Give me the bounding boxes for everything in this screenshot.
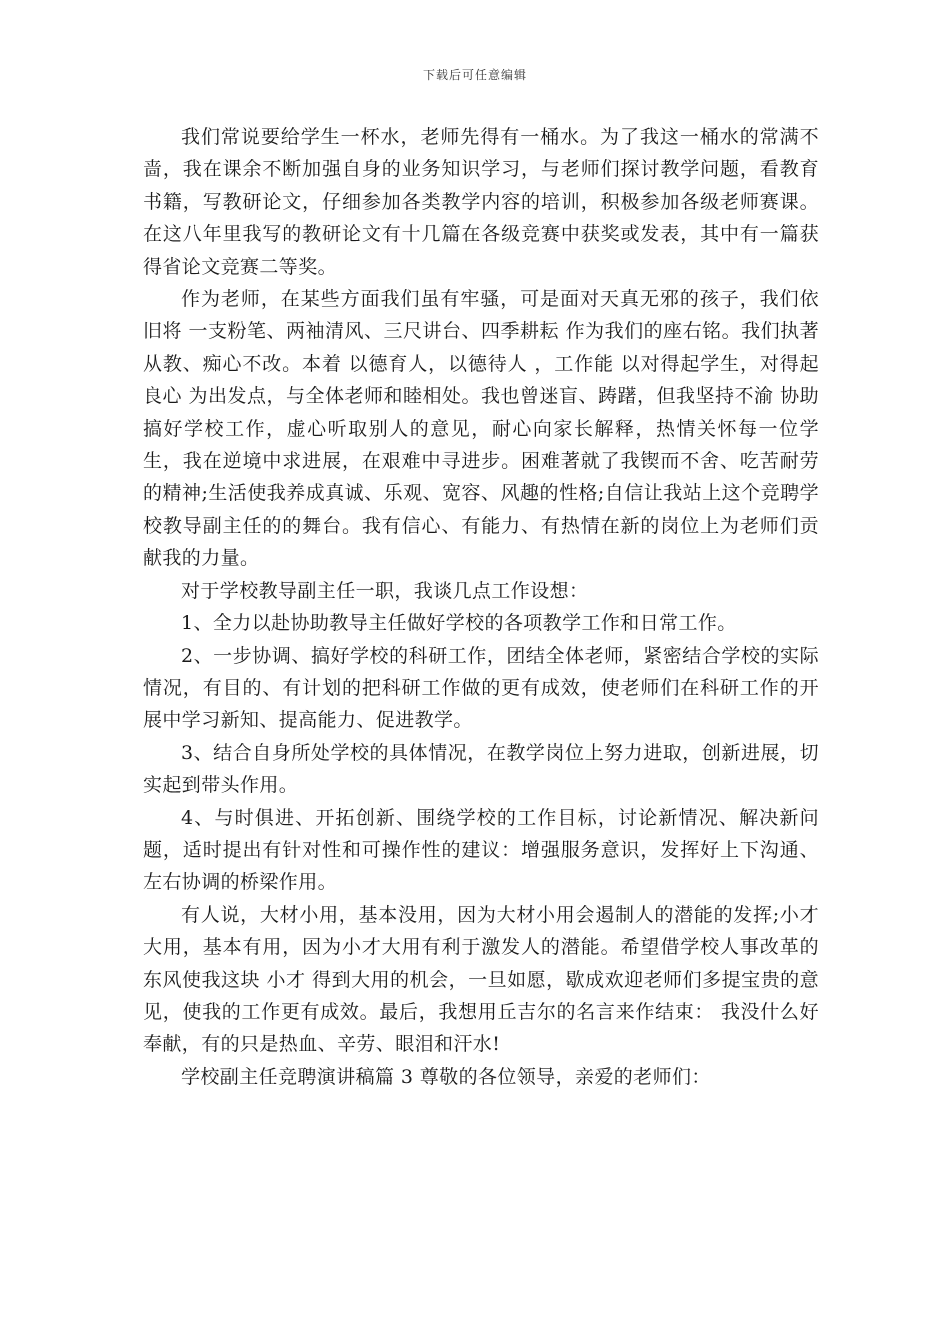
paragraph-plan-4: 4、与时俱进、开拓创新、围绕学校的工作目标，讨论新情况、解决新问题，适时提出有针对性和可操作性的建议：增强服务意识，发挥好上下沟通、左右协调的桥梁作用。 (143, 806, 819, 894)
paragraph-next-speech-heading: 学校副主任竞聘演讲稿篇 3 尊敬的各位领导，亲爱的老师们： (181, 1065, 711, 1088)
paragraph-work-plans-intro: 对于学校教导副主任一职，我谈几点工作设想： (181, 579, 589, 602)
paragraph-plan-2: 2、一步协调、搞好学校的科研工作，团结全体老师，紧密结合学校的实际情况，有目的、有计划的把科研工作做的更有成效，使老师们在科研工作的开展中学习新知、提高能力、促进教学。 (143, 644, 819, 732)
paragraph-conclusion: 有人说，大材小用，基本没用，因为大材小用会遏制人的潜能的发挥;小才大用，基本有用，因为小才大用有利于激发人的潜能。希望借学校人事改革的东风使我这块 小才 得到大用的机会，一旦如愿，歇成欢迎老师们多提宝贵的意见，使我的工作更有成效。最后，我想用丘吉尔的名言来作结束： 我没什么好奉献，有的只是热血、辛劳、眼泪和汗水! (143, 903, 819, 1056)
page-header: 下载后可任意编辑 (422, 68, 527, 82)
document-body (143, 121, 819, 1093)
paragraph-plan-1: 1、全力以赴协助教导主任做好学校的各项教学工作和日常工作。 (181, 612, 737, 635)
paragraph-plan-3: 3、结合自身所处学校的具体情况，在教学岗位上努力进取，创新进展，切实起到带头作用。 (143, 741, 819, 797)
paragraph-teacher-spirit: 作为老师，在某些方面我们虽有牢骚，可是面对天真无邪的孩子，我们依旧将 一支粉笔、两袖清风、三尺讲台、四季耕耘 作为我们的座右铭。我们执著从教、痴心不改。本着 以德育人，以德待人 ，工作能 以对得起学生，对得起良心 为出发点，与全体老师和睦相处。我也曾迷盲、踌躇，但我坚持不渝 协助搞好学校工作，虚心听取别人的意见，耐心向家长解释，热情关怀每一位学生，我在逆境中求进展，在艰难中寻进步。困难著就了我锲而不舍、吃苦耐劳的精神;生活使我养成真诚、乐观、宽容、风趣的性格;自信让我站上这个竞聘学校教导副主任的的舞台。我有信心、有能力、有热情在新的岗位上为老师们贡献我的力量。 (143, 288, 819, 570)
paragraph-study: 我们常说要给学生一杯水，老师先得有一桶水。为了我这一桶水的常满不啬，我在课余不断加强自身的业务知识学习，与老师们探讨教学问题，看教育书籍，写教研论文，仔细参加各类教学内容的培训，积极参加各级老师赛课。在这八年里我写的教研论文有十几篇在各级竞赛中获奖或发表，其中有一篇获得省论文竞赛二等奖。 (143, 126, 819, 278)
